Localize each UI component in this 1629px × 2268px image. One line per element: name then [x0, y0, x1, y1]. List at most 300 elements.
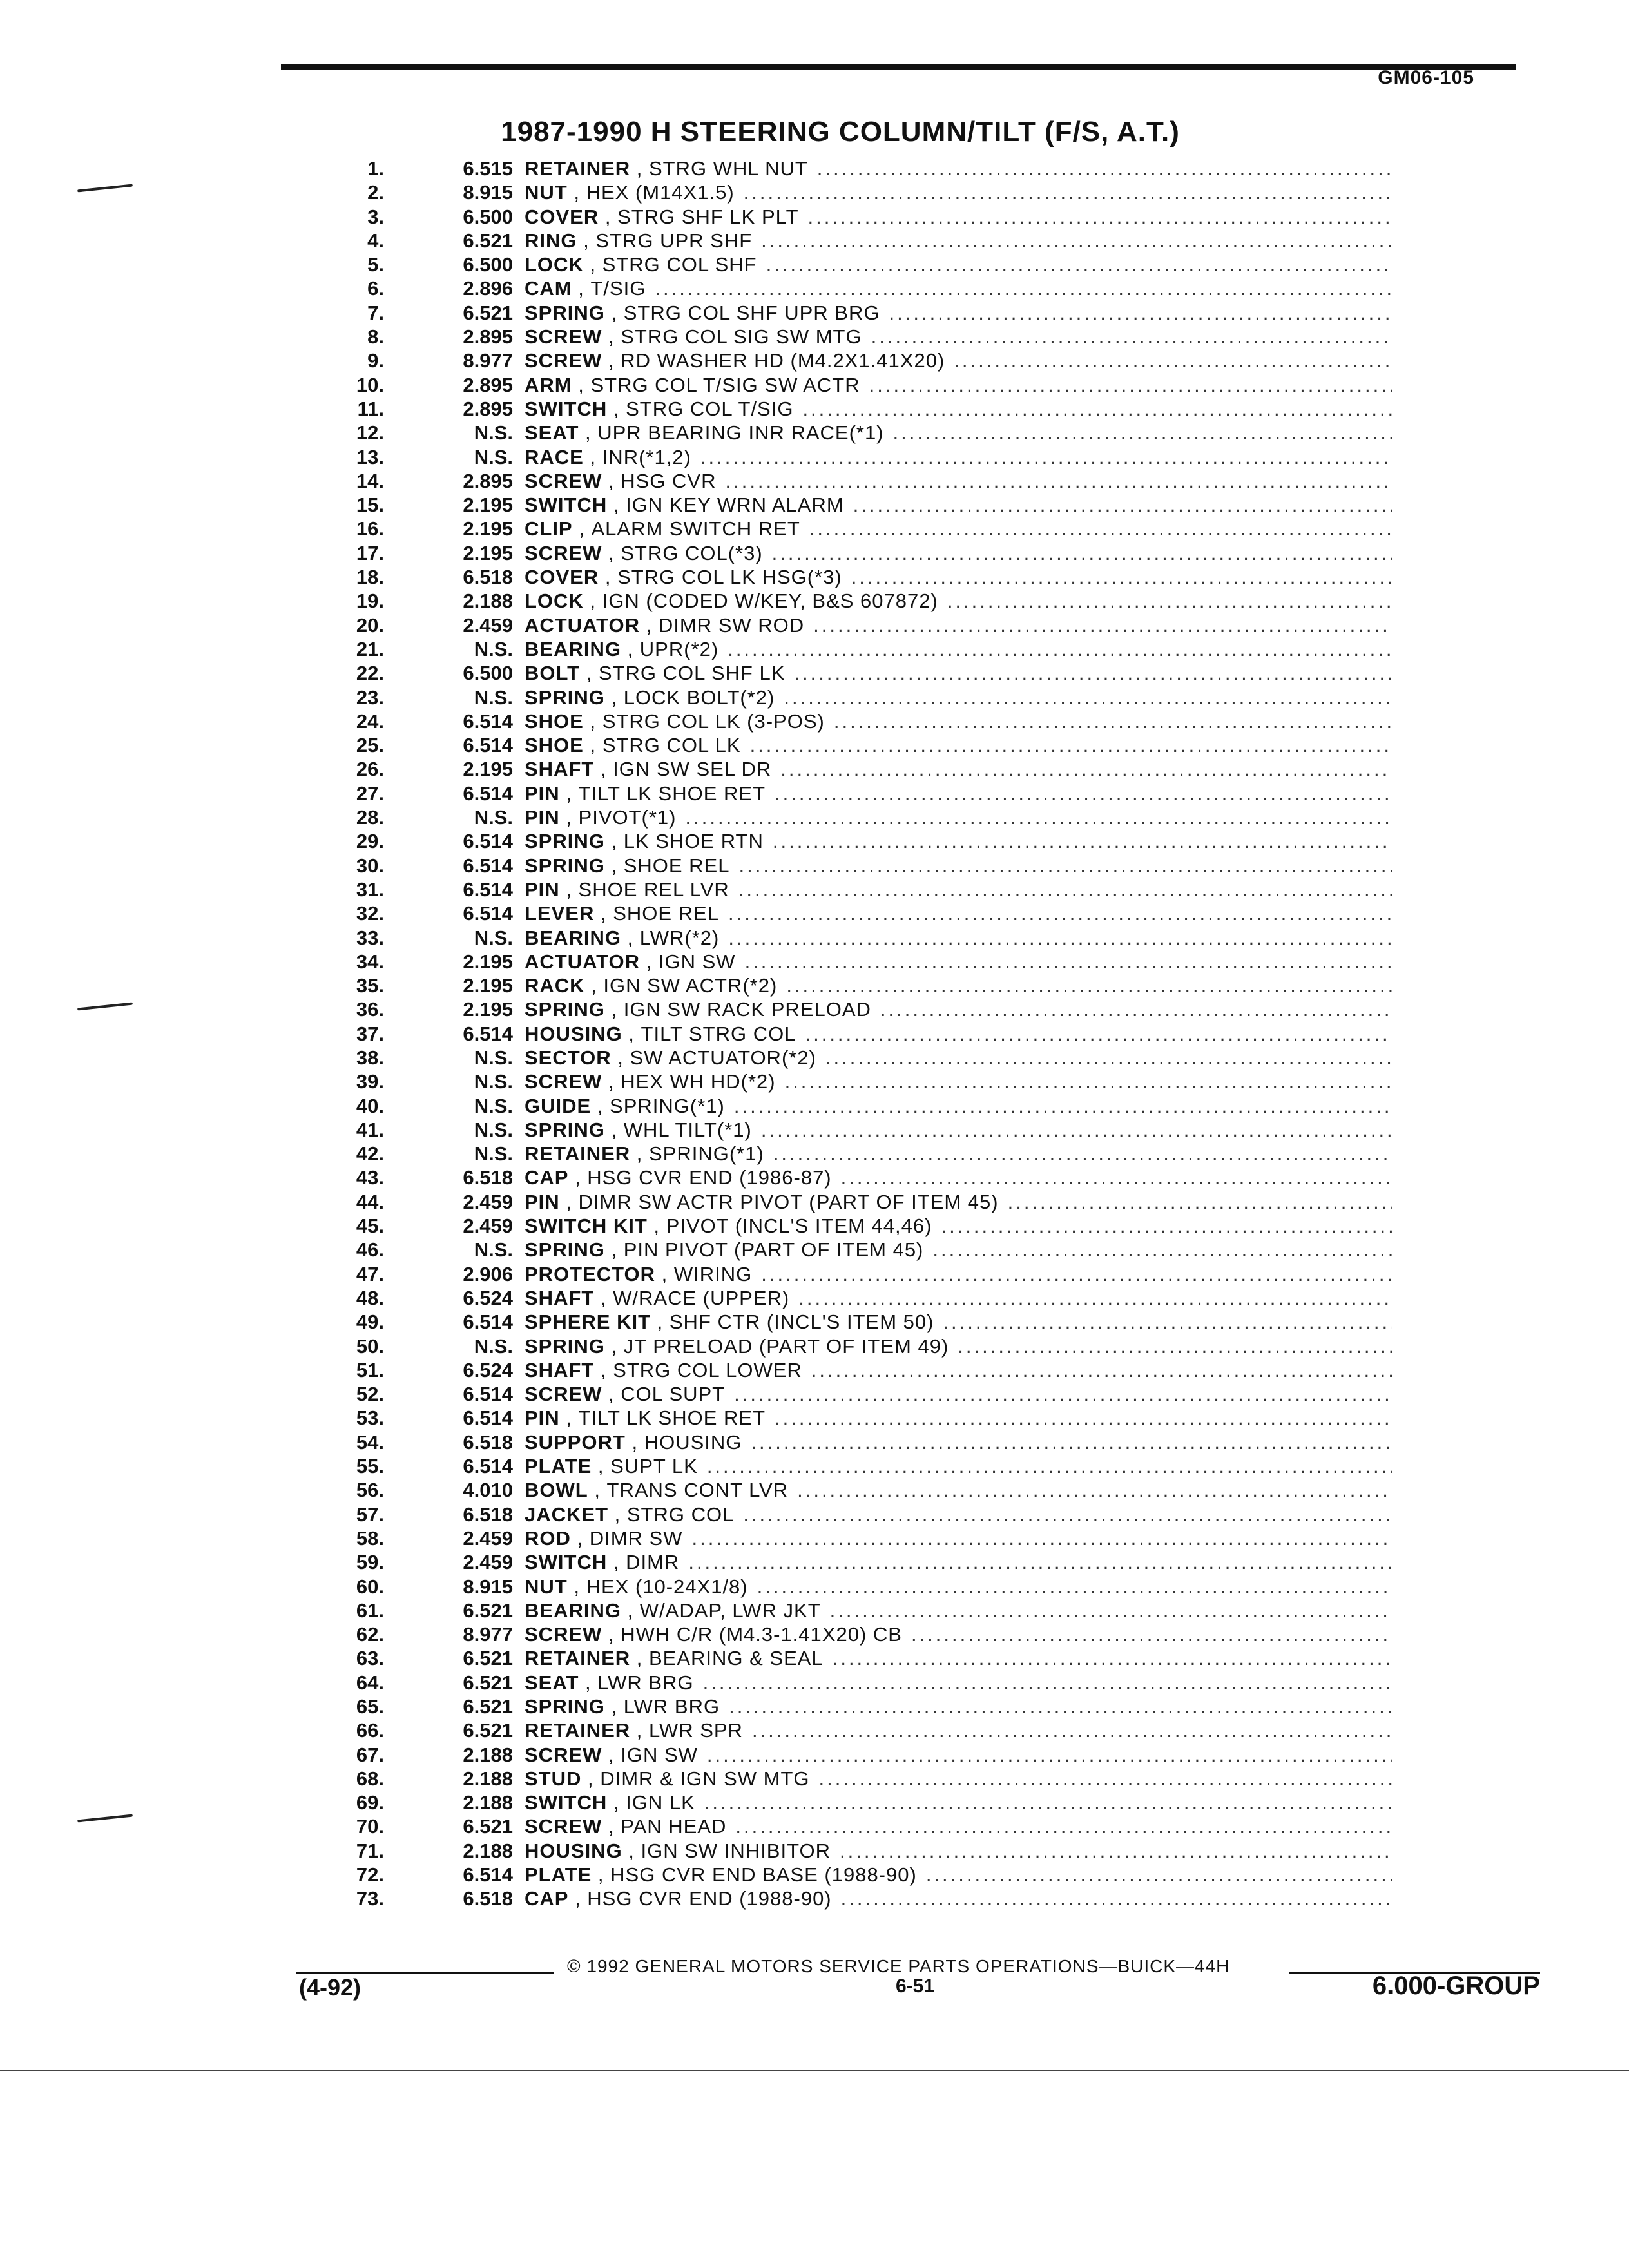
item-number: 23.: [356, 686, 384, 709]
footer-rule-left: [296, 1972, 554, 1974]
part-row: [322, 494, 1392, 517]
item-number: 57.: [356, 1503, 384, 1526]
part-description: [525, 446, 1392, 469]
dot-leader: [851, 566, 1392, 589]
item-number: 69.: [356, 1791, 384, 1814]
item-number: 33.: [356, 926, 384, 949]
part-detail-sep: ,: [594, 1286, 613, 1309]
part-description: [525, 1719, 1392, 1742]
group-number: 2.459: [463, 613, 513, 637]
item-number: 31.: [356, 878, 384, 901]
part-detail-sep: ,: [592, 1455, 611, 1478]
part-detail: PIVOT (INCL'S ITEM 44,46): [666, 1215, 932, 1238]
group-number: 6.524: [463, 1286, 513, 1309]
part-description: [525, 1359, 1392, 1382]
group-number: 2.195: [463, 974, 513, 997]
part-detail: T/SIG: [590, 277, 646, 300]
dot-leader: [773, 1142, 1392, 1166]
part-row: [322, 927, 1392, 950]
item-number: 20.: [356, 613, 384, 637]
part-row: [322, 1359, 1392, 1383]
part-detail: STRG COL SHF UPR BRG: [623, 301, 880, 324]
item-number: 61.: [356, 1599, 384, 1622]
item-number: 67.: [356, 1743, 384, 1766]
part-row: [322, 1431, 1392, 1455]
item-number: 65.: [356, 1695, 384, 1718]
part-description: [525, 1503, 1392, 1526]
group-number: 6.514: [463, 782, 513, 805]
part-name: RACE: [525, 445, 584, 468]
dot-leader: [751, 1431, 1392, 1454]
group-number: 6.514: [463, 878, 513, 901]
part-row: [322, 1142, 1392, 1166]
part-name: CAM: [525, 277, 572, 300]
part-detail-sep: ,: [655, 1262, 674, 1285]
dot-leader: [805, 1023, 1392, 1046]
part-detail-sep: ,: [630, 157, 649, 180]
part-name: STUD: [525, 1767, 582, 1790]
part-detail: INR(*1,2): [602, 445, 691, 468]
part-description: [525, 902, 1392, 925]
item-number: 35.: [356, 974, 384, 997]
part-name: SCREW: [525, 349, 602, 372]
part-name: RETAINER: [525, 1142, 631, 1166]
part-detail: SPRING(*1): [610, 1094, 725, 1117]
group-number: 8.977: [463, 1623, 513, 1646]
part-description: [525, 253, 1392, 276]
part-name: SPRING: [525, 301, 605, 324]
part-detail: STRG COL SIG SW MTG: [621, 325, 862, 349]
item-number: 21.: [356, 637, 384, 660]
item-number: 59.: [356, 1551, 384, 1574]
part-detail: IGN SW: [621, 1743, 698, 1766]
part-name: SHAFT: [525, 1358, 595, 1381]
part-description: [525, 998, 1392, 1021]
part-detail-sep: ,: [607, 1791, 626, 1814]
part-row: [322, 229, 1392, 253]
part-row: [322, 277, 1392, 301]
item-number: 30.: [356, 854, 384, 877]
dot-leader: [830, 1599, 1392, 1622]
dot-leader: [761, 1263, 1392, 1286]
part-detail-sep: ,: [604, 854, 624, 877]
group-number: 2.195: [463, 758, 513, 781]
item-number: 26.: [356, 758, 384, 781]
group-number: 6.518: [463, 1887, 513, 1910]
dot-leader: [954, 349, 1392, 372]
part-detail: HEX (M14X1.5): [586, 181, 735, 204]
part-detail: IGN LK: [626, 1791, 695, 1814]
part-detail-sep: ,: [580, 662, 599, 685]
group-number: 6.514: [463, 854, 513, 877]
parts-list: [322, 157, 1392, 1912]
dot-leader: [752, 1719, 1392, 1742]
item-number: 32.: [356, 902, 384, 925]
part-row: [322, 1503, 1392, 1527]
group-number: N.S.: [474, 1094, 513, 1117]
dot-leader: [725, 470, 1392, 493]
dot-leader: [808, 206, 1392, 229]
item-number: 39.: [356, 1070, 384, 1093]
dot-leader: [735, 1815, 1392, 1838]
group-number: 6.521: [463, 301, 513, 324]
item-number: 72.: [356, 1863, 384, 1887]
part-row: [322, 1695, 1392, 1719]
part-detail-sep: ,: [604, 301, 624, 324]
part-row: [322, 1671, 1392, 1695]
part-description: [525, 950, 1392, 974]
group-number: 6.521: [463, 1719, 513, 1742]
part-row: [322, 1119, 1392, 1142]
part-detail-sep: ,: [602, 541, 621, 564]
part-row: [322, 1023, 1392, 1046]
part-description: [525, 1599, 1392, 1622]
item-number: 49.: [356, 1311, 384, 1334]
group-number: 2.188: [463, 1839, 513, 1862]
part-name: PIN: [525, 878, 560, 901]
part-name: ROD: [525, 1526, 571, 1550]
part-description: [525, 1479, 1392, 1502]
group-number: N.S.: [474, 445, 513, 468]
part-row: [322, 1815, 1392, 1839]
part-name: ACTUATOR: [525, 950, 641, 973]
part-name: SHOE: [525, 709, 584, 733]
part-description: [525, 1311, 1392, 1334]
part-row: [322, 1191, 1392, 1215]
part-detail: WHL TILT(*1): [623, 1118, 752, 1141]
part-detail: HWH C/R (M4.3-1.41X20) CB: [621, 1623, 902, 1646]
part-description: [525, 325, 1392, 349]
part-name: NUT: [525, 1575, 568, 1598]
part-detail: STRG COL: [626, 1503, 735, 1526]
group-number: 2.195: [463, 517, 513, 541]
part-detail-sep: ,: [622, 1839, 641, 1862]
part-description: [525, 1887, 1392, 1910]
part-name: SPRING: [525, 1695, 605, 1718]
part-detail: TILT STRG COL: [641, 1022, 796, 1045]
item-number: 27.: [356, 782, 384, 805]
part-detail-sep: ,: [594, 758, 613, 781]
part-detail-sep: ,: [604, 1334, 624, 1358]
group-number: 2.188: [463, 1743, 513, 1766]
part-row: [322, 542, 1392, 566]
item-number: 10.: [356, 373, 384, 396]
part-detail-sep: ,: [607, 397, 626, 420]
dot-leader: [761, 1119, 1392, 1142]
part-detail: SHF CTR (INCL'S ITEM 50): [669, 1311, 934, 1334]
part-description: [525, 398, 1392, 421]
part-description: [525, 974, 1392, 997]
part-name: SWITCH: [525, 397, 608, 420]
part-name: SPRING: [525, 686, 605, 709]
part-description: [525, 1840, 1392, 1863]
group-number: 6.514: [463, 709, 513, 733]
item-number: 17.: [356, 541, 384, 564]
part-name: RACK: [525, 974, 585, 997]
part-detail-sep: ,: [591, 1094, 610, 1117]
part-description: [525, 1046, 1392, 1070]
part-description: [525, 1095, 1392, 1118]
item-number: 11.: [357, 397, 384, 420]
group-number: 2.195: [463, 998, 513, 1021]
group-number: 2.188: [463, 1791, 513, 1814]
item-number: 42.: [356, 1142, 384, 1166]
part-detail: PIVOT(*1): [578, 806, 677, 829]
group-number: 6.524: [463, 1358, 513, 1381]
group-number: 2.188: [463, 590, 513, 613]
dot-leader: [785, 1070, 1392, 1093]
group-number: 6.518: [463, 566, 513, 589]
group-number: N.S.: [474, 1070, 513, 1093]
item-number: 43.: [356, 1166, 384, 1189]
part-name: SCREW: [525, 1623, 602, 1646]
group-number: 2.195: [463, 950, 513, 973]
part-detail: STRG COL T/SIG: [626, 397, 794, 420]
part-detail-sep: ,: [599, 205, 618, 228]
item-number: 56.: [356, 1479, 384, 1502]
part-detail: STRG COL LK HSG(*3): [617, 566, 842, 589]
part-detail-sep: ,: [602, 349, 621, 372]
part-name: SCREW: [525, 325, 602, 349]
part-row: [322, 1311, 1392, 1334]
part-detail: RD WASHER HD (M4.2X1.41X20): [621, 349, 945, 372]
part-detail-sep: ,: [567, 1575, 586, 1598]
part-detail-sep: ,: [604, 1238, 624, 1262]
item-number: 55.: [356, 1455, 384, 1478]
part-name: SCREW: [525, 541, 602, 564]
part-detail: W/RACE (UPPER): [613, 1286, 790, 1309]
dot-leader: [688, 1551, 1392, 1574]
part-row: [322, 782, 1392, 806]
part-row: [322, 902, 1392, 926]
part-name: SHAFT: [525, 758, 595, 781]
dot-leader: [686, 806, 1393, 829]
part-detail-sep: ,: [622, 1022, 641, 1045]
group-number: 6.515: [463, 157, 513, 180]
group-number: 6.521: [463, 229, 513, 252]
part-row: [322, 206, 1392, 229]
part-description: [525, 517, 1392, 541]
group-number: N.S.: [474, 686, 513, 709]
dot-leader: [729, 1695, 1392, 1718]
part-description: [525, 1647, 1392, 1670]
part-description: [525, 1575, 1392, 1599]
part-row: [322, 446, 1392, 470]
part-description: [525, 1863, 1392, 1887]
group-number: 6.518: [463, 1503, 513, 1526]
part-description: [525, 854, 1392, 878]
part-description: [525, 1431, 1392, 1454]
part-detail-sep: ,: [583, 734, 602, 757]
part-name: PIN: [525, 1407, 560, 1430]
part-detail: HSG CVR END (1986-87): [587, 1166, 832, 1189]
item-number: 25.: [356, 734, 384, 757]
part-description: [525, 758, 1392, 781]
part-description: [525, 710, 1392, 733]
dot-leader: [817, 157, 1392, 180]
part-detail: STRG COL LK: [602, 734, 741, 757]
item-number: 48.: [356, 1286, 384, 1309]
part-description: [525, 1671, 1392, 1695]
item-number: 22.: [356, 662, 384, 685]
part-detail-sep: ,: [640, 613, 659, 637]
part-detail-sep: ,: [583, 253, 602, 276]
part-row: [322, 349, 1392, 373]
group-number: 2.195: [463, 541, 513, 564]
part-name: ACTUATOR: [525, 613, 641, 637]
part-row: [322, 662, 1392, 686]
part-row: [322, 1335, 1392, 1359]
part-name: SEAT: [525, 1671, 579, 1694]
part-description: [525, 1767, 1392, 1791]
part-row: [322, 1070, 1392, 1094]
part-detail: SHOE REL: [623, 854, 730, 877]
part-row: [322, 758, 1392, 782]
part-detail-sep: ,: [630, 1719, 649, 1742]
part-description: [525, 206, 1392, 229]
part-detail-sep: ,: [602, 1383, 621, 1406]
part-description: [525, 1623, 1392, 1646]
group-number: 6.514: [463, 830, 513, 853]
part-detail-sep: ,: [577, 229, 596, 252]
part-name: SPHERE KIT: [525, 1311, 651, 1334]
item-number: 62.: [356, 1623, 384, 1646]
part-name: COVER: [525, 566, 599, 589]
item-number: 28.: [356, 806, 384, 829]
dot-leader: [692, 1527, 1393, 1550]
part-detail-sep: ,: [625, 1430, 644, 1454]
part-detail-sep: ,: [583, 590, 602, 613]
part-detail: STRG COL LK (3-POS): [602, 709, 825, 733]
part-description: [525, 1695, 1392, 1718]
part-detail: STRG COL SHF LK: [598, 662, 786, 685]
part-row: [322, 421, 1392, 445]
item-number: 19.: [356, 590, 384, 613]
group-number: 2.459: [463, 1190, 513, 1213]
part-description: [525, 1215, 1392, 1238]
part-row: [322, 181, 1392, 205]
part-detail: IGN SW: [658, 950, 736, 973]
part-detail: STRG COL(*3): [621, 541, 763, 564]
part-detail-sep: ,: [602, 1743, 621, 1766]
part-detail-sep: ,: [602, 1815, 621, 1838]
part-description: [525, 686, 1392, 709]
part-detail: LK SHOE RTN: [623, 830, 764, 853]
part-row: [322, 1527, 1392, 1551]
dot-leader: [784, 686, 1392, 709]
part-detail: ALARM SWITCH RET: [591, 517, 800, 541]
dot-leader: [738, 854, 1392, 878]
part-row: [322, 1623, 1392, 1647]
part-name: SCREW: [525, 1070, 602, 1093]
part-description: [525, 1335, 1392, 1358]
part-row: [322, 686, 1392, 710]
group-number: 6.500: [463, 205, 513, 228]
part-name: RETAINER: [525, 1719, 631, 1742]
dot-leader: [775, 782, 1392, 805]
dot-leader: [703, 1671, 1392, 1695]
group-number: 2.895: [463, 469, 513, 492]
part-detail: LWR BRG: [597, 1671, 694, 1694]
part-name: BEARING: [525, 637, 621, 660]
group-number: 2.895: [463, 373, 513, 396]
item-number: 51.: [356, 1358, 384, 1381]
part-detail: STRG COL SHF: [602, 253, 757, 276]
dot-leader: [941, 1215, 1392, 1238]
group-number: 2.459: [463, 1551, 513, 1574]
part-detail: IGN KEY WRN ALARM: [626, 494, 844, 517]
part-description: [525, 1407, 1392, 1430]
dot-leader: [780, 758, 1392, 781]
group-number: 2.896: [463, 277, 513, 300]
item-number: 47.: [356, 1262, 384, 1285]
item-number: 38.: [356, 1046, 384, 1069]
part-row: [322, 878, 1392, 902]
part-detail-sep: ,: [579, 1671, 598, 1694]
part-description: [525, 1238, 1392, 1262]
part-detail-sep: ,: [579, 421, 598, 445]
binder-mark: [77, 1814, 133, 1823]
item-number: 16.: [356, 517, 384, 541]
part-row: [322, 1575, 1392, 1599]
part-detail: PAN HEAD: [621, 1815, 727, 1838]
part-description: [525, 1527, 1392, 1550]
part-description: [525, 1142, 1392, 1166]
part-detail-sep: ,: [572, 373, 591, 396]
group-number: 6.514: [463, 734, 513, 757]
part-name: SPRING: [525, 1118, 605, 1141]
part-detail: HSG CVR END (1988-90): [587, 1887, 832, 1910]
group-number: 6.521: [463, 1695, 513, 1718]
part-name: SPRING: [525, 854, 605, 877]
part-detail: PIN PIVOT (PART OF ITEM 45): [623, 1238, 924, 1262]
part-detail: SPRING(*1): [649, 1142, 764, 1166]
binder-mark: [77, 184, 133, 193]
part-row: [322, 325, 1392, 349]
group-number: 6.500: [463, 662, 513, 685]
group-number: 6.521: [463, 1599, 513, 1622]
dot-leader: [841, 1166, 1392, 1189]
part-detail: LWR SPR: [649, 1719, 743, 1742]
part-row: [322, 517, 1392, 541]
part-detail-sep: ,: [599, 566, 618, 589]
part-name: PLATE: [525, 1863, 592, 1887]
dot-leader: [819, 1767, 1393, 1791]
page-title: 1987-1990 H STEERING COLUMN/TILT (F/S, A.T.): [501, 116, 1180, 148]
dot-leader: [813, 614, 1392, 637]
part-detail: WIRING: [673, 1262, 753, 1285]
part-name: CAP: [525, 1887, 569, 1910]
dot-leader: [728, 638, 1392, 661]
part-name: HOUSING: [525, 1022, 622, 1045]
item-number: 41.: [356, 1118, 384, 1141]
group-number: 6.518: [463, 1166, 513, 1189]
dot-leader: [853, 494, 1392, 517]
part-description: [525, 1815, 1392, 1838]
item-number: 58.: [356, 1526, 384, 1550]
dot-leader: [880, 998, 1392, 1021]
binder-mark: [77, 1003, 133, 1011]
part-detail-sep: ,: [559, 806, 579, 829]
part-detail-sep: ,: [559, 878, 579, 901]
part-name: SHAFT: [525, 1286, 595, 1309]
part-row: [322, 830, 1392, 854]
group-number: 2.895: [463, 397, 513, 420]
item-number: 15.: [356, 494, 384, 517]
part-name: BEARING: [525, 1599, 621, 1622]
part-detail-sep: ,: [611, 1046, 630, 1069]
dot-leader: [889, 302, 1393, 325]
